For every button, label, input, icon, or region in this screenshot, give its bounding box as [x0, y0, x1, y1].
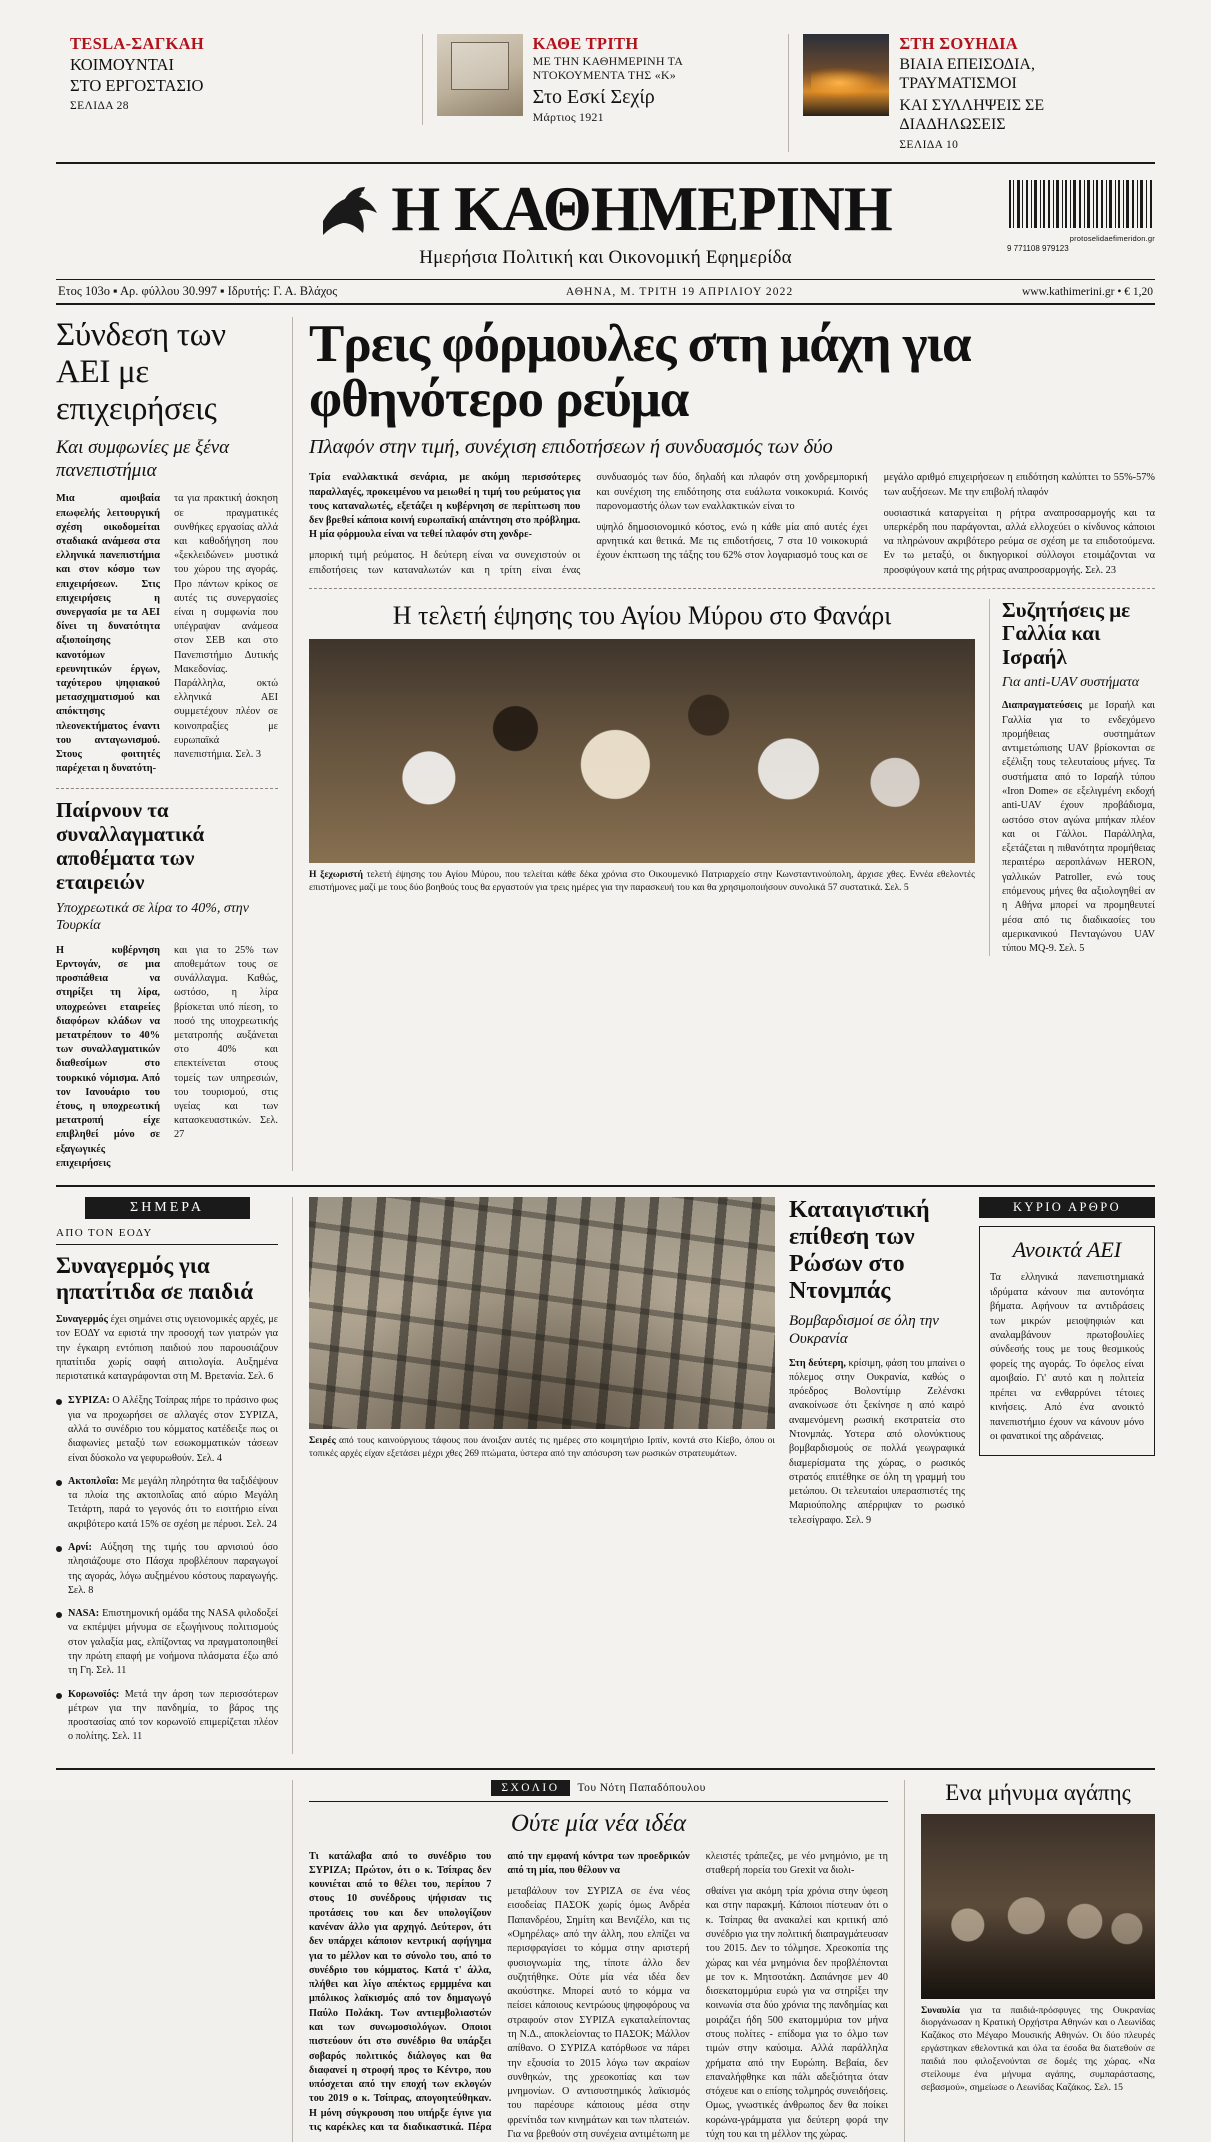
love-message-headline[interactable]: Ενα μήνυμα αγάπης — [945, 1779, 1131, 1805]
list-item[interactable] — [56, 1541, 278, 1598]
teaser-kicker: ΚΑΘΕ ΤΡΙΤΗ — [532, 34, 639, 53]
lead-in-bold: Διαπραγματεύσεις — [1002, 700, 1082, 712]
comment-byline: Του Νότη Παπαδόπουλου — [577, 1781, 706, 1794]
today-body-text: έχει σημάνει στις υγειονομικές αρχές, με τον ΕΟΔΥ να εφιστά την προσοχή των γιατρών για την έγκαιρη εντόπιση παιδιού που παρουσιάζουν ηπατίτιδα χωρίς σαφή αιτιολογία. Αυξημένα περιστατικά καταγράφονται στη Μ. Βρετανία. Σελ. 6 — [56, 1314, 278, 1383]
caption-lead: Η ξεχωριστή — [309, 868, 363, 880]
teaser-subtitle: ΜΕ ΤΗΝ ΚΑΘΗΜΕΡΙΝΗ ΤΑ ΝΤΟΚΟΥΜΕΝΤΑ ΤΗΣ «Κ» — [532, 54, 683, 83]
page-title: Η ΚΑΘΗΜΕΡΙΝΗ — [391, 174, 892, 245]
barcode-number: 9 771108 979123 — [1007, 244, 1069, 254]
bullet-lead: Ακτοπλοΐα: — [68, 1475, 119, 1487]
editorial-block — [979, 1197, 1155, 1754]
left-story-2-body — [56, 944, 278, 1171]
caption-text: για τα παιδιά-πρόσφυγες της Ουκρανίας διοργάνωσαν η Κρατική Ορχήστρα Αθηνών και ο Λεωνίδας Καζάκος στο Μέγαρο Μουσικής Αθηνών. Οι δύο πλευρές εργάστηκαν εθελοντικά και όλα τα έσοδα θα διατεθούν σε παιδιά που φιλοξενούνται σε δομές της χώρας. «Να στείλουμε ένα μήνυμα αγάπης, συμπαράστασης, σεβασμού», σημείωσε ο Λεωνίδας Καζάκος. Σελ. 15 — [921, 2004, 1155, 2093]
left-story-2-subhead: Υποχρεωτικά σε λίρα το 40%, στην Τουρκία — [56, 901, 249, 934]
ukraine-photo-block — [309, 1197, 775, 1754]
top-teaser-strip — [56, 34, 1155, 164]
comment-tag: ΣΧΟΛΙΟ — [491, 1780, 569, 1796]
today-body — [56, 1313, 278, 1384]
issue-info: Ετος 103ο ▪ Αρ. φύλλου 30.997 ▪ Ιδρυτής: Γ. Α. Βλάχος — [58, 284, 338, 299]
teaser-line-1: ΚΟΙΜΟΥΝΤΑΙ — [70, 55, 174, 75]
caption-lead: Σειρές — [309, 1435, 336, 1447]
teaser-line-2: Μάρτιος 1921 — [532, 110, 604, 125]
comment-title[interactable]: Ούτε μία νέα ιδέα — [510, 1809, 687, 1837]
teaser-documents[interactable] — [422, 34, 789, 125]
lead-in-bold: Τρία εναλλακτικά σενάρια, με ακόμη περισσότερες παραλλαγές, προκειμένου να μειωθεί η τιμή του ρεύματος για τους καταναλωτές, εξετάζει η κυβέρνηση σε περίπτωση που δεν βρεθεί κάποια κοινή ευρωπαϊκή απάντηση στο πρόβλημα. Η μία φόρμουλα είναι να τεθεί πλαφόν στη χονδρε- — [309, 472, 581, 541]
lead-in-bold: Η κυβέρνηση Ερντογάν, σε μια προσπάθεια να στηρίξει τη λίρα, υποχρεώνει εταιρείες διαφόρων κλάδων να μετατρέπουν το 40% των συναλλαγματικών διαθεσίμων στο τουρκικό νόμισμα. Από τον Ιανουάριο του έτους, η υποχρεωτική μετατροπή είχε επιβληθεί μόνο σε εξαγωγικές επιχειρήσεις — [56, 944, 160, 1169]
today-band-label: ΣΗΜΕΡΑ — [85, 1197, 250, 1219]
lower-section — [56, 1185, 1155, 1754]
date-info: ΑΘΗΝΑ, Μ. ΤΡΙΤΗ 19 ΑΠΡΙΛΙΟΥ 2022 — [565, 285, 794, 298]
main-story-col4: ουσιαστικά καταργείται η ρήτρα αναπροσαρμογής και τα υπερκέρδη που παράγονται, αλλά ελλοχεύει ο κίνδυνος κάποιοι να πληρώνουν ακριβότερο ρεύμα σε σχέση με τα επιδοτούμενα. Εν τω μεταξύ, οι δικηγορικοί σύλλογοι ετοιμάζονται να προσφύγουν κατά της ρήτρας αναπροσαρμογής. Σελ. 23 — [883, 507, 1155, 576]
masthead-info-line — [56, 279, 1155, 305]
masthead-subtitle: Ημερήσια Πολιτική και Οικονομική Εφημερίδα — [419, 247, 792, 269]
lead-in-bold: Μια αμοιβαία επωφελής λειτουργική σχέση οικοδομείται σταδιακά ανάμεσα στα ελληνικά πανεπιστήμια και στον κόσμο των επιχειρήσεων. Στις επιχειρήσεις η συνεργασία με τα ΑΕΙ δίνει τη δυνατότητα αξιοποίησης κανοτόμων ερευνητικών έργων, ταχύτερου ψηφιακού μετασχηματισμού και απόκτησης πλεονεκτήματος έναντι του ανταγωνισμού. Στους φοιτητές παρέχεται η δυνατότη- — [56, 493, 160, 775]
list-item[interactable] — [56, 1607, 278, 1678]
love-message-column — [905, 1780, 1155, 2142]
ukraine-photo-caption — [309, 1435, 775, 1461]
main-story-body — [309, 471, 1155, 588]
teaser-line-2: ΣΤΟ ΕΡΓΟΣΤΑΣΙΟ — [70, 76, 204, 96]
riot-fire-thumbnail — [803, 34, 889, 116]
bullet-text: Επιστημονική ομάδα της NASA φιλοδοξεί να εκπέμψει μήνυμα σε εξωγήινους πολιτισμούς στον γαλαξία μας, ελπίζοντας να πραγματοποιηθεί την πρώτη επαφή με νοήμονα πλάσματα έξω από τη Γη. Σελ. 11 — [68, 1608, 279, 1677]
barcode-label: protoselidaefimeridon.gr — [1069, 234, 1155, 244]
teaser-page-ref: ΣΕΛΙΔΑ 28 — [70, 100, 129, 113]
website-price-info: www.kathimerini.gr • € 1,20 — [1021, 285, 1153, 298]
teaser-sweden[interactable] — [788, 34, 1155, 152]
left-story-1-body — [56, 492, 278, 776]
teaser-text — [899, 34, 1141, 152]
main-story-col3: υψηλό δημοσιονομικό κόστος, ενώ η κάθε μία από αυτές έχει αρνητικά και θετικά. Με τις επιδοτήσεις, 7 στα 10 νοικοκυριά έχουν έκπτωση της τάξης του 62% στον λογαριασμό τους και σε μεγάλο αριθμό επιχειρήσεων η επιδότηση καλύπτει το 55%-57% των αυξήσεων. Με την επιβολή πλαφόν — [596, 472, 1155, 562]
lower-right-section — [293, 1197, 1155, 1754]
comment-body — [309, 1850, 888, 2142]
left-story-2-col2: και για το 25% των αποθεμάτων τους σε συνάλλαγμα. Καθώς, ωστόσο, η λίρα βρίσκεται υπό πίεση, το ποσό της υποχρεωτικής μετατροπής αυξάνεται στο 40% και επεκτείνεται στους τομείς των υπηρεσιών, του τουρισμού, στις υγείας και των κατασκευαστικών. Σελ. 27 — [174, 944, 278, 1141]
lead-in-bold: Τι κατάλαβα από το συνέδριο του ΣΥΡΙΖΑ; Πρώτον, ότι ο κ. Τσίπρας δεν κουνιέται από το θέλει του, περίπου 7 στους 10 συνέδρους ψήφισαν τις προτάσεις του και δεν υπολογίζουν κανέναν άλλο για αρχηγό. Δεύτερον, ότι δεν υπάρχει κάποιον κεντρική αφήγημα για το μέλλον και το σύνολο του, από το συνέδριο του κόμματος. Κατά τ' άλλα, πλήθει και λίγο απέκτως ερμμμένα και μπόλικος λαϊκισμός από τον δημαγωγό Παύλο Πολάκη. Των αντιεμβολιαστών και των συνωμοσιολόγων. Οποιοι πιστεύουν ότι στο συνέδριο θα υπάρξει σοβαρός πολιτικός διάλογος και θα διαφανεί η στροφή προς το Κέντρο, που υπόσχεται από την εποχή των εκλογών του 2019 ο κ. Τσίπρας, απογοητεύθηκαν. Η μόνη σύγκρουση που υπήρξε έγινε για τις καρέκλες και τα διαδικαστικά. Πέρα από την εμφανή κόντρα των προεδρικών από τη μία, που θέλουν να — [309, 1850, 690, 2133]
masthead — [56, 164, 1155, 254]
main-headline[interactable]: Τρεις φόρμουλες στη μάχη για φθηνότερο ρεύμα — [309, 315, 971, 428]
editorial-title[interactable]: Ανοικτά ΑΕΙ — [1012, 1237, 1122, 1263]
bullet-lead: ΣΥΡΙΖΑ: — [68, 1395, 110, 1407]
comment-col3: σθαίνει για ακόμη τρία χρόνια στην ύφεση και στην παρακμή. Κάποιοι πίστευαν ότι ο κ. Τσίπρας θα ανακαλεί και κριτική από συνέδριο για την πολιτική διαπραγμάτευσαν του 2015. Δεν το τόλμησε. Χρεοκοπία της χώρας και νέα μνημόνια δεν προβλέπονται με τον κ. Μητσοτάκη. Δαπάνησε μεν 40 δισεκατομμύρια ευρώ για να στηρίξει την κοινωνία στα δύο χρόνια της πανδημίας και μοιράζει ήδη 500 εκατομμύρια τον μήνα στους πολίτες - επίδομα για το όλμο των τιμών στην καύσιμα. Αλλά παράλληλα χρήματα από την Ευρώπη. Βεβαία, δεν επαναλήφθηκε και πάλι αδεξιότητα όταν στόχευε και ο επίσης τολμηρός συνειδήσεις. Ομως, γνωστικές άνθρωπος δεν θα ποίκει κορώνα-γράμματα για δεύτερη φορά την τύχη του και τη μέλλον της χώρας. — [705, 1886, 888, 2140]
today-bullet-list — [56, 1394, 278, 1744]
caption-text: από τους καινούργιους τάφους που άνοιξαν αυτές τις ημέρες στο κοιμητήριο Ιρπίν, κοντά στο Κίεβο, όπου οι τοπικές αρχές είχαν εξετάσει μέχρι χθες 269 πτώματα, ύστερα από την απόσυρση των ρωσικών στρατευμάτων. — [309, 1435, 775, 1459]
today-source: ΑΠΟ ΤΟΝ ΕΟΔΥ — [56, 1227, 278, 1245]
bullet-text: Με μεγάλη πληρότητα θα ταξιδέψουν τα πλοία της ακτοπλοΐας από αύριο Μεγάλη Τετάρτη, παρά το γεγονός ότι το εισιτήριο είναι ακριβότερο κατά 15% σε σχέση με πέρυσι. Σελ. 24 — [68, 1475, 279, 1530]
bullet-text: Ο Αλέξης Τσίπρας πήρε το πράσινο φως για να προχωρήσει σε αλλαγές στον ΣΥΡΙΖΑ, αλλά το συνέδριο του κόμματος κατέδειξε πως οι διαφωνίες μεταξύ των εσωκομματικών τάσεων είναι δύσκολο να γεφυρωθούν. Σελ. 4 — [68, 1395, 279, 1464]
orchestra-concert-photo — [921, 1814, 1155, 1999]
photo-story — [309, 599, 975, 957]
editorial-box — [979, 1226, 1155, 1456]
comment-col2: μεταβάλουν τον ΣΥΡΙΖΑ σε ένα νέος εισοδείας ΠΑΣΟΚ χωρίς όμως Ανδρέα Παπανδρέου, Σημίτη και Βενιζέλο, και τις «Ομηρέλας» από την άλλη, που ελπίζει να περισφραγίσει το κόμμα στην αριστερή φυσιογνωμία της, τίποτε άλλο δεν συζητήθηκε. Ούτε μία νέα ιδέα δεν ακούστηκε. Μπορεί αυτό το κόμμα να πείσει κάποιους κεντρώους ψηφοφόρους να στραφούν στον ΣΥΡΙΖΑ εγκαταλείποντας τη Ν.Δ., αποκλείοντας το ΠΑΣΟΚ; Μάλλον απίθανο. Ο ΣΥΡΙΖΑ κατόρθωσε να πάρει την εξουσία το 2015 λόγω των ακραίων συνθηκών, της χρεοκοπίας και των μνημονίων. Ο αντισυστημικός λαϊκισμός του παρέσυρε κάποιους μέσα στην φρενίτιδα των κινημάτων και των πλατειών. Για να βρεθούν στη συνέχεια αντιμέτωπη με κλειστές τράπεζες, με νέο μνημόνιο, με τη σταθερή πορεία του Grexit να διολι- — [507, 1850, 888, 2140]
bullet-lead: Κορωνοϊός: — [68, 1688, 120, 1700]
uav-body-text: με Ισραήλ και Γαλλία για το ενδεχόμενο προμήθειας συστημάτων αντιμετώπισης UAV βρίσκονται σε εξέλιξη τους τελευταίους μήνες. Τα συστήματα από το Ισραήλ τύπου «Iron Dome» σε εξελιγμένη εκδοχή anti-UAV έχουν προβάδισμα, ωστόσο στον αγώνα μπήκαν πλέον και οι Γάλλοι. Παράλληλα, εξετάζεται η πιθανότητα προμήθειας περαιτέρω αεροπλάνων HERON, γαλλικών Patroller, ενώ τους επόμενους μήνες θα αξιολογηθεί αν η Αθήνα μπορεί να προμηθευτεί μέσα από τις διαδικασίες του αμερικανικού Πενταγώνου UAV τύπου MQ-9. Σελ. 5 — [1002, 700, 1156, 955]
list-item[interactable] — [56, 1475, 278, 1532]
ukraine-body — [789, 1357, 965, 1528]
bullet-lead: Αρνί: — [68, 1541, 92, 1553]
barcode-bars-icon — [1007, 180, 1155, 228]
bullet-lead: NASA: — [68, 1608, 100, 1620]
bullet-text: Αύξηση της τιμής του αρνισιού όσο πλησιάζουμε στο Πάσχα προβλέπουν παραγωγοί της αγοράς, λόγω αυξημένου κόστους παραγωγής. Σελ. 8 — [68, 1541, 278, 1596]
photo-story-headline[interactable]: Η τελετή έψησης του Αγίου Μύρου στο Φανάρι — [392, 600, 892, 630]
love-message-caption — [921, 2005, 1155, 2095]
teaser-line-1: Στο Εσκί Σεχίρ — [532, 85, 655, 108]
teaser-page-ref: ΣΕΛΙΔΑ 10 — [899, 138, 959, 151]
bottom-section — [56, 1768, 1155, 2142]
ukraine-story — [789, 1197, 965, 1754]
main-content-grid — [56, 317, 1155, 1171]
comment-column — [293, 1780, 905, 2142]
caption-text: τελετή έψησης του Αγίου Μύρου, που τελείται κάθε δέκα χρόνια στο Οικουμενικό Πατριαρχείο στην Κωνσταντινούπολη, άρχισε χθες. Εννέα εθελοντές επιστήμονες μαζί με τους δύο βοηθούς τους θα εργαστούν για τρεις ημέρες για την παρασκευή του και θα χρησιμοποιήσουν συνολικά 57 συστατικά. Σελ. 5 — [309, 868, 975, 893]
list-item[interactable] — [56, 1688, 278, 1745]
today-column — [56, 1197, 293, 1754]
comment-header — [309, 1780, 888, 1802]
griffin-logo-icon — [319, 181, 381, 239]
editorial-band-label: ΚΥΡΙΟ ΑΡΘΡΟ — [979, 1197, 1155, 1218]
lead-in-bold: Συναγερμός — [56, 1314, 108, 1326]
left-story-1-headline[interactable]: Σύνδεση των ΑΕΙ με επιχειρήσεις — [56, 317, 226, 428]
lead-in-bold: Στη δεύτερη, — [789, 1357, 846, 1369]
uav-subhead: Για anti-UAV συστήματα — [1002, 675, 1140, 691]
teaser-line-2: ΚΑΙ ΣΥΛΛΗΨΕΙΣ ΣΕ ΔΙΑΔΗΛΩΣΕΙΣ — [899, 96, 1045, 133]
uav-sidebar — [989, 599, 1155, 957]
today-headline[interactable]: Συναγερμός για ηπατίτιδα σε παιδιά — [56, 1253, 254, 1305]
main-story-col2: μπορική τιμή ρεύματος. Η δεύτερη είναι να συνεχιστούν οι επιδοτήσεις των καταναλωτών και η τρίτη είναι ένας συνδυασμός των δύο, δηλαδή και πλαφόν στη χονδρεμπορική και συνέχιση της επιδότησης στα ευάλωτα νοικοκυριά. Κοινός παρονομαστής όλων των εναλλακτικών είναι το — [309, 472, 868, 576]
ukraine-subhead: Βομβαρδισμοί σε όλη την Ουκρανία — [789, 1312, 939, 1347]
uav-body — [1002, 699, 1155, 956]
left-story-1-col2: τα για πρακτική άσκηση σε πραγματικές συνθήκες εργασίας αλλά και καθοδήγηση που «ξεκλειδώνει» μυστικά του χώρου της αγοράς. Προ πάντων κρίκος σε αυτές τις συνεργασίες είναι η συμφωνία που υπέγραψαν ανάμεσα στον ΣΕΒ και στο Πανεπιστήμιο Δυτικής Μακεδονίας. Παράλληλα, οκτώ ελληνικά ΑΕΙ συμμετέχουν πλέον σε κοινοπραξίες με ευρωπαϊκά πανεπιστήμια. Σελ. 3 — [174, 493, 278, 761]
barcode — [1007, 180, 1155, 253]
divider — [56, 788, 278, 789]
book-cover-thumbnail — [437, 34, 523, 116]
editorial-body: Τα ελληνικά πανεπιστημιακά ιδρύματα κάνουν πια αυτονόητα βήματα. Αφήνουν τα αντιδράσεις των μικρών μειοψηφιών και αναλαμβάνουν πρωτοβουλίες σύνδεσής τους με τους θεσμικούς φορείς της αγοράς. Το όφελος είναι αμοιβαίο. Γι' αυτό και η πολιτεία πρέπει να ενθαρρύνει τέτοιες κινήσεις. Από ένα ανοικτό πανεπιστήμιο έχουν να κάνουν μόνο οι φανατικοί της αδράνειας. — [990, 1272, 1144, 1443]
photo-story-row — [309, 599, 1155, 957]
bottom-left-spacer — [56, 1780, 293, 2142]
photo-caption — [309, 869, 975, 895]
irpin-cemetery-photo — [309, 1197, 775, 1429]
uav-headline[interactable]: Συζητήσεις με Γαλλία και Ισραήλ — [1002, 597, 1131, 669]
teaser-text — [533, 34, 775, 125]
teaser-kicker: TESLA-ΣΑΓΚΑΗ — [70, 34, 204, 53]
left-story-1-subhead: Και συμφωνίες με ξένα πανεπιστήμια — [56, 437, 230, 482]
photo-content — [309, 639, 975, 863]
teaser-line-1: ΒΙΑΙΑ ΕΠΕΙΣΟΔΙΑ, ΤΡΑΥΜΑΤΙΣΜΟΙ — [899, 56, 1035, 93]
ukraine-body-text: κρίσιμη, φάση του μπαίνει ο πόλεμος στην Ουκρανία, καθώς ο πρόεδρος Βολοντίμιρ Ζελένσκι ανακοίνωσε ότι ξεκίνησε η από καιρό αναμενόμενη ρωσική εκστρατεία στο Ντονμπάς. Υστερα από ολονύκτιους βομβαρδισμούς σε πολλά γεωγραφικά διαμερίσματα της χώρας, ο ρωσικός στρατός επιτέθηκε σε όλη τη γραμμή του μετώπου. Οι τελευταίοι υπερασπιστές της Μαριούπολης απέρριψαν το ρωσικό τελεσίγραφο. Σελ. 9 — [789, 1357, 965, 1526]
main-subhead: Πλαφόν στην τιμή, συνέχιση επιδοτήσεων ή συνδυασμός των δύο — [309, 436, 833, 459]
caption-lead: Συναυλία — [921, 2004, 960, 2016]
myron-ceremony-photo — [309, 639, 975, 863]
left-story-2-headline[interactable]: Παίρνουν τα συναλλαγματικά αποθέματα των εταιρειών — [56, 798, 205, 895]
bullet-text: Μετά την άρση των περισσότερων μέτρων για την πανδημία, το βάρος της προστασίας από τον κορωνοϊό επιμερίζεται πλέον ο πολίτης. Σελ. 11 — [68, 1688, 278, 1743]
list-item[interactable] — [56, 1394, 278, 1465]
teaser-kicker: ΣΤΗ ΣΟΥΗΔΙΑ — [899, 34, 1019, 53]
teaser-tesla[interactable] — [56, 34, 422, 114]
left-column — [56, 317, 293, 1171]
ukraine-headline[interactable]: Καταιγιστική επίθεση των Ρώσων στο Ντονμπάς — [789, 1197, 930, 1304]
teaser-text — [70, 34, 408, 114]
right-column — [293, 317, 1155, 1171]
